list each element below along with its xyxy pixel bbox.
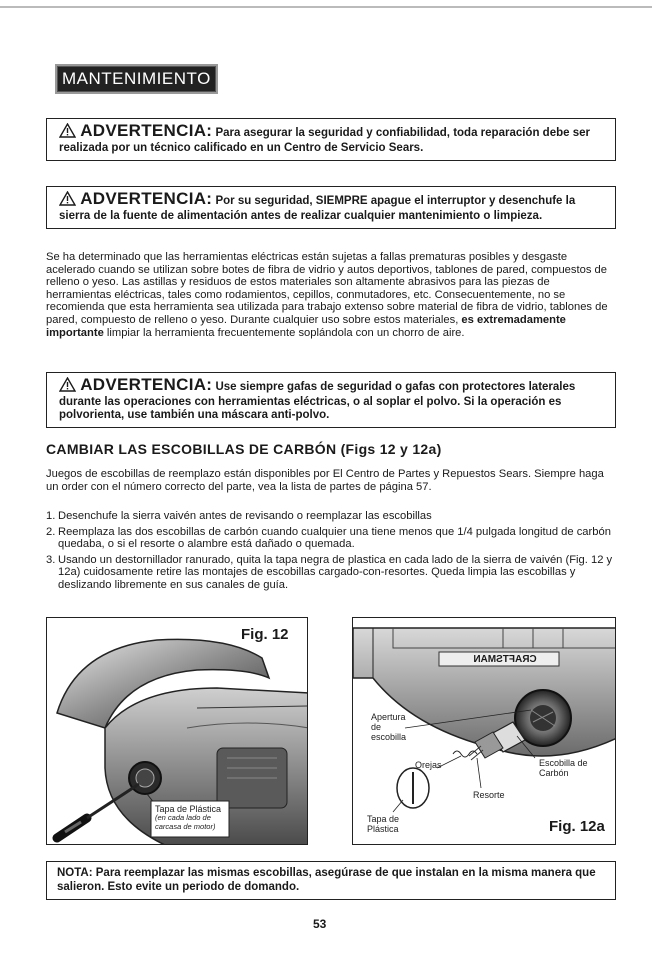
steps-list (46, 510, 616, 592)
callout-resorte: Resorte (473, 790, 505, 800)
list-item (46, 526, 616, 551)
warning-triangle-icon (59, 377, 77, 396)
warning-box-goggles (46, 372, 616, 428)
callout-escobilla: Escobilla de Carbón (539, 758, 588, 778)
step-text: Desenchufe la sierra vaivén antes de revisando o reemplazar las escobillas (58, 510, 432, 522)
callout-orejas: Orejas (415, 760, 442, 770)
section-heading: CAMBIAR LAS ESCOBILLAS DE CARBÓN (Figs 12 y 12a) (46, 441, 442, 457)
callout-apertura: Apertura de escobilla (371, 712, 407, 742)
body-text-emphasis: es extremadamente importante (46, 313, 566, 339)
warning-heading: ADVERTENCIA: (80, 121, 213, 140)
warning-triangle-icon (59, 123, 77, 142)
warning-text: Use siempre gafas de seguridad o gafas con protectores laterales durante las operaciones con herramientas eléctricas, o al soplar el polvo. Si la operación es polvorienta, use también una máscara anti-polvo. (59, 381, 576, 421)
top-rule (0, 6, 652, 8)
figure-label: Fig. 12a (549, 818, 605, 835)
callout-subtitle: (en cada lado de carcasa de motor) (155, 813, 216, 831)
step-text: Usando un destornillador ranurado, quita la tapa negra de plastica en cada lado de la sierra de vaivén (Fig. 12 y 12a) cuidosamente retire las montajes de escobillas cargado-con-resortes. Queda limpia las escobillas y deslizando libremente en sus canales de guía. (58, 553, 613, 591)
callout-tapa: Tapa de Plástica (367, 814, 400, 834)
note-box: NOTA: Para reemplazar las mismas escobillas, asegúrase de que instalan en la misma manera que salieron. Esto evite un periodo de domando. (46, 861, 616, 900)
warning-triangle-icon (59, 191, 77, 210)
step-number: 3. (46, 553, 56, 566)
callout-tapa-plastica (155, 804, 229, 831)
figure-12 (46, 617, 308, 845)
warning-text: Por su seguridad, SIEMPRE apague el interruptor y desenchufe la sierra de la fuente de alimentación antes de realizar cualquier mantenimiento o limpieza. (59, 195, 576, 222)
body-text-b: limpiar la herramienta frecuentemente soplándola con un chorro de aire. (106, 326, 465, 339)
section-tag: MANTENIMIENTO (55, 64, 218, 94)
body-paragraph (46, 251, 616, 339)
figure-label: Fig. 12 (241, 626, 289, 643)
figure-12a (352, 617, 616, 845)
warning-text: Para asegurar la seguridad y confiabilidad, toda reparación debe ser realizada por un técnico calificado en un Centro de Servicio Sears. (59, 127, 590, 154)
step-number: 1. (46, 510, 56, 522)
warning-heading: ADVERTENCIA: (80, 189, 213, 208)
step-text: Reemplaza las dos escobillas de carbón cuando cualquier una tiene menos que 1/4 pulgada longitud de carbón quedaba, o si el resorte o alambre está dañado o quemada. (58, 525, 611, 551)
intro-paragraph: Juegos de escobillas de reemplazo están disponibles por El Centro de Partes y Repuestos Sears. Siempre haga un order con el número correcto del parte, vea la lista de partes de página 57. (46, 468, 604, 493)
page-number: 53 (313, 917, 327, 931)
callout-title: Tapa de Plástica (155, 804, 222, 814)
list-item (46, 510, 616, 523)
warning-box-power (46, 186, 616, 229)
warning-heading: ADVERTENCIA: (80, 375, 213, 394)
warning-box-service (46, 118, 616, 161)
body-text-a: Se ha determinado que las herramientas eléctricas están sujetas a fallas prematuras posibles y desgaste acelerado cuando se utilizan sobre botes de fibra de vidrio y autos deportivos, tablones de pared, compuestos de relleno o yeso. Las astillas y residuos de estos materiales son altamente abrasivos para las piezas de herramientas eléctricas, tales como rodamientos, cepillos, conmutadores, etc. Consecuentemente, no se recomienda que esta herramienta sea utilizada para trabajo extenso sobre material de fibra de vidrio, tablones de pared, compuesto de relleno o yeso. Durante cualquier uso sobre estos materiales, (46, 251, 608, 326)
brand-mirrored-text: CRAFTSMAN (473, 654, 537, 665)
step-number: 2. (46, 525, 56, 538)
list-item (46, 554, 616, 592)
